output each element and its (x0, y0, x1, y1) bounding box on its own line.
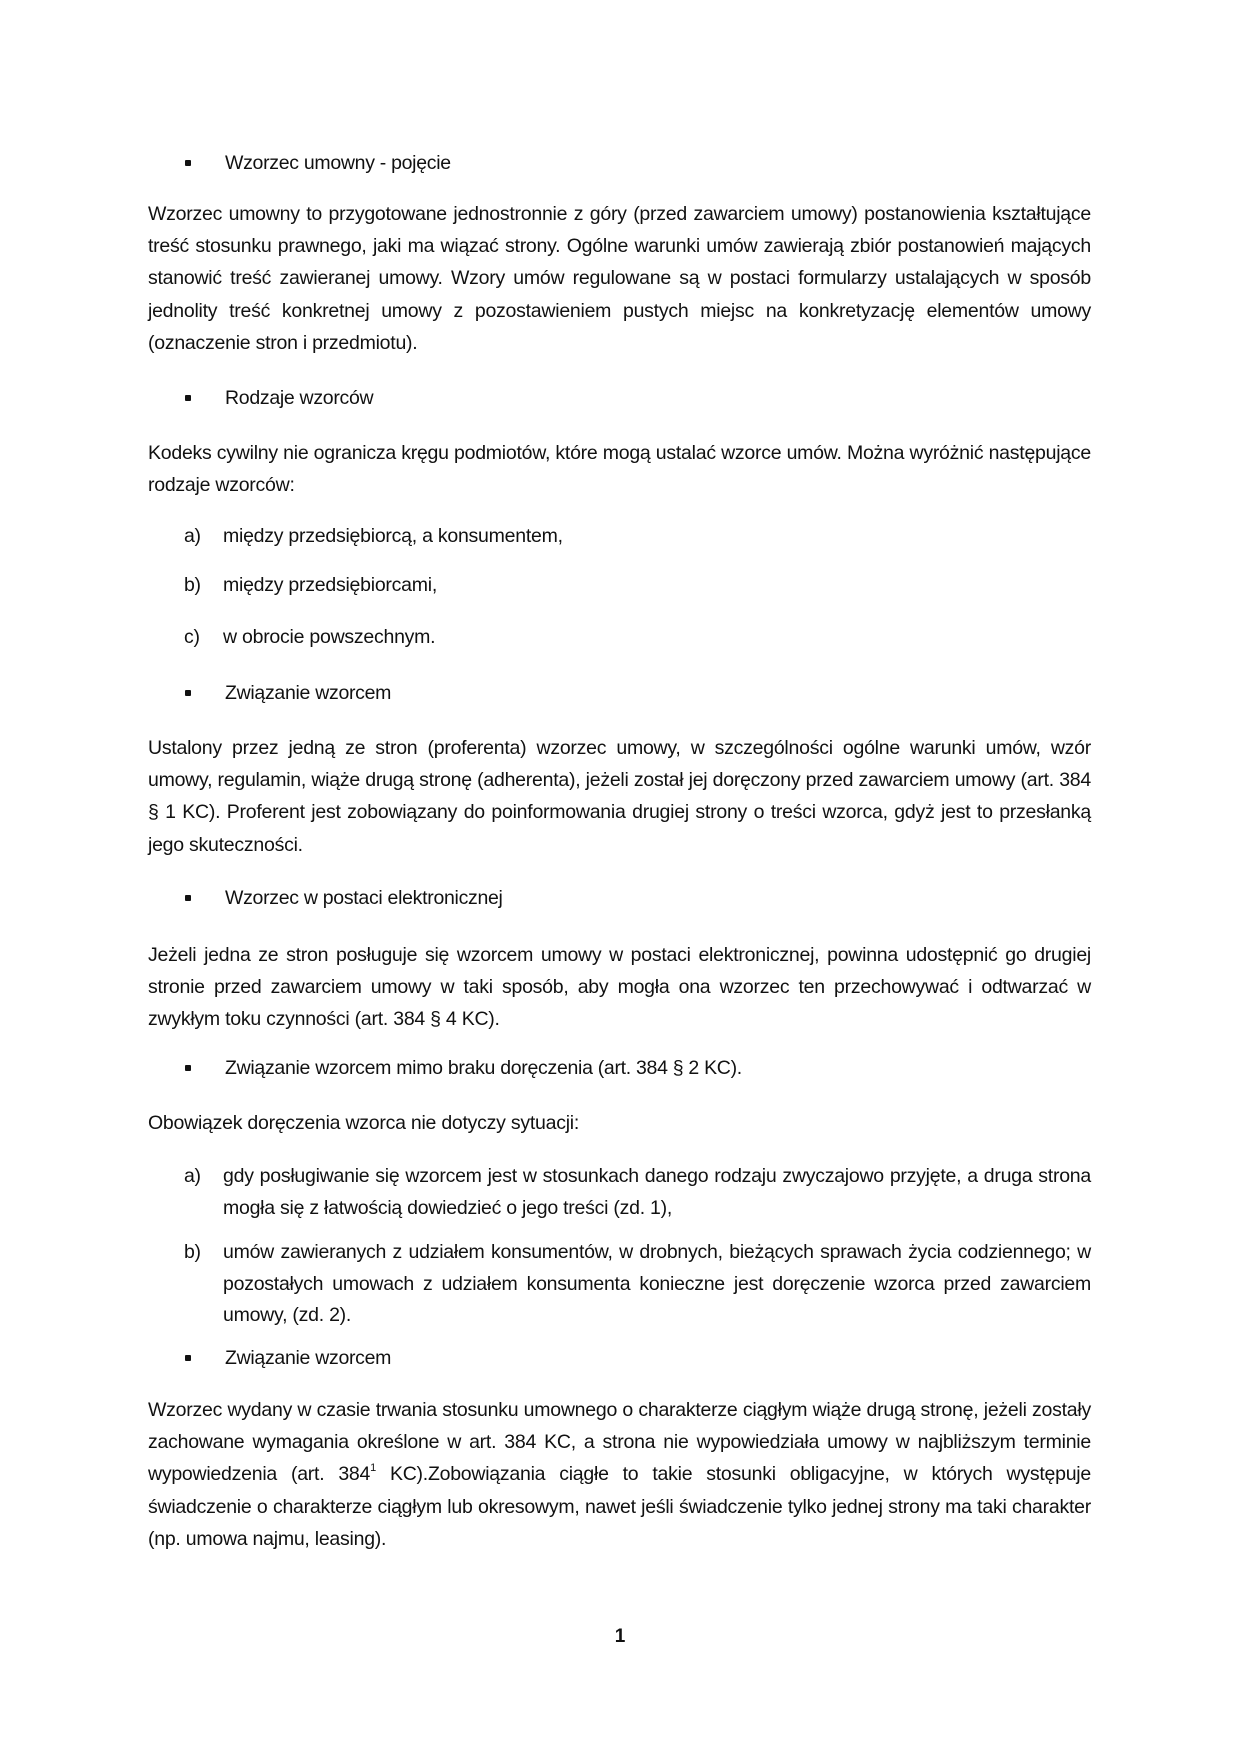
bullet-icon (185, 1065, 191, 1071)
section-heading (148, 1052, 1091, 1084)
section-heading (148, 677, 1091, 709)
superscript: 1 (370, 1461, 376, 1474)
heading-text: Wzorzec w postaci elektronicznej (225, 887, 503, 909)
bullet-icon (185, 690, 191, 696)
heading-text: Związanie wzorcem (225, 1347, 392, 1369)
list-item-text: umów zawieranych z udziałem konsumentów, w drobnych, bieżących sprawach życia codziennego; w pozostałych umowach z udziałem konsumenta konieczne jest doręczenie wzorca przed zawarciem umowy, (zd. 2). (223, 1241, 1091, 1326)
section-heading (148, 1342, 1091, 1374)
paragraph (148, 1394, 1091, 1555)
section-heading (148, 382, 1091, 414)
bullet-icon (185, 160, 191, 166)
list-item-text: między przedsiębiorcą, a konsumentem, (223, 525, 563, 547)
bullet-icon (185, 895, 191, 901)
paragraph: Jeżeli jedna ze stron posługuje się wzorcem umowy w postaci elektronicznej, powinna udostępnić go drugiej stronie przed zawarciem umowy w taki sposób, aby mogła ona wzorzec ten przechowywać i odtwarzać w zwykłym toku czynności (art. 384 § 4 KC). (148, 944, 1091, 1031)
heading-text: Rodzaje wzorców (225, 387, 374, 409)
list-item-text: w obrocie powszechnym. (223, 626, 436, 648)
list-marker: b) (184, 1241, 201, 1263)
paragraph-text: KC).Zobowiązania ciągłe to takie stosunki obligacyjne, w których występuje świadczenie o charakterze ciągłym lub okresowym, nawet jeśli świadczenie tylko jednej strony ma taki charakter (np. umowa najmu, leasing). (148, 1463, 1091, 1550)
section-heading (148, 147, 1091, 179)
list-item-text: między przedsiębiorcami, (223, 574, 437, 596)
bullet-icon (185, 395, 191, 401)
page-number: 1 (614, 1626, 626, 1647)
list-marker: b) (184, 574, 201, 596)
list-marker: c) (184, 626, 200, 648)
bullet-icon (185, 1355, 191, 1361)
list-marker: a) (184, 1165, 201, 1187)
section-heading (148, 882, 1091, 914)
heading-text: Związanie wzorcem (225, 682, 392, 704)
paragraph: Obowiązek doręczenia wzorca nie dotyczy sytuacji: (148, 1112, 580, 1134)
paragraph: Wzorzec umowny to przygotowane jednostronnie z góry (przed zawarciem umowy) postanowienia kształtujące treść stosunku prawnego, jaki ma wiązać strony. Ogólne warunki umów zawierają zbiór postanowień mających stanowić treść zawieranej umowy. Wzory umów regulowane są w postaci formularzy ustalających w sposób jednolity treść konkretnej umowy z pozostawieniem pustych miejsc na konkretyzację elementów umowy (oznaczenie stron i przedmiotu). (148, 203, 1091, 354)
paragraph: Ustalony przez jedną ze stron (proferenta) wzorzec umowy, w szczególności ogólne warunki umów, wzór umowy, regulamin, wiąże drugą stronę (adherenta), jeżeli został jej doręczony przed zawarciem umowy (art. 384 § 1 KC). Proferent jest zobowiązany do poinformowania drugiej strony o treści wzorca, gdyż jest to przesłanką jego skuteczności. (148, 737, 1091, 856)
list-item-text: gdy posługiwanie się wzorcem jest w stosunkach danego rodzaju zwyczajowo przyjęte, a druga strona mogła się z łatwością dowiedzieć o jego treści (zd. 1), (223, 1165, 1091, 1219)
heading-text: Związanie wzorcem mimo braku doręczenia (art. 384 § 2 KC). (225, 1057, 742, 1079)
paragraph-text: Wzorzec wydany w czasie trwania stosunku umownego o charakterze ciągłym wiąże drugą stronę, jeżeli zostały zachowane wymagania określone w art. 384 KC, a strona nie wypowiedziała umowy w najbliższym terminie wypowiedzenia (art. 384 (148, 1399, 1091, 1486)
paragraph: Kodeks cywilny nie ogranicza kręgu podmiotów, które mogą ustalać wzorce umów. Można wyróżnić następujące rodzaje wzorców: (148, 442, 1091, 497)
list-marker: a) (184, 525, 201, 547)
heading-text: Wzorzec umowny - pojęcie (225, 152, 451, 174)
